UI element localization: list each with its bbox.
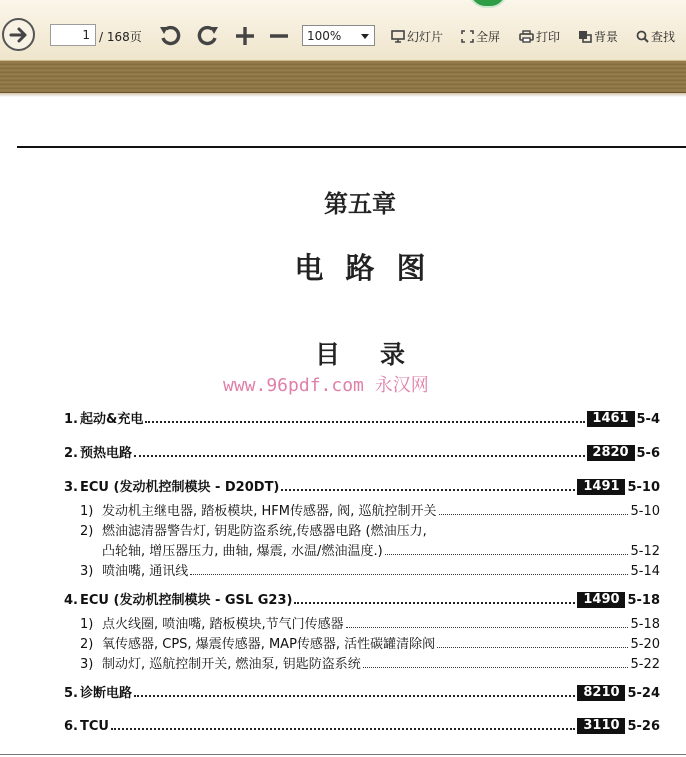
toc-entry — [64, 683, 660, 701]
search-icon — [636, 30, 649, 43]
printer-icon — [519, 30, 534, 43]
toc-page-number: 5-22 — [630, 657, 660, 672]
toc-entry-label: ECU (发动机控制模块 - GSL G23) — [80, 593, 293, 608]
toc-page-number: 5-12 — [630, 544, 660, 559]
toc-entry-number: 5. — [64, 686, 78, 701]
print-button[interactable] — [519, 28, 560, 45]
dot-leader — [363, 666, 629, 668]
circuit-code-badge: 1490 — [577, 592, 625, 608]
dot-leader — [134, 454, 584, 457]
toc-entry-label: 点火线圈, 喷油嘴, 踏板模块,节气门传感器 — [102, 617, 344, 632]
fullscreen-label: 全屏 — [476, 30, 501, 44]
fullscreen-button[interactable] — [461, 28, 500, 45]
toc-page-number: 5-24 — [627, 686, 660, 701]
toc-page-number: 5-20 — [630, 637, 660, 652]
slideshow-label: 幻灯片 — [407, 30, 444, 44]
toc-entry-label: 发动机主继电器, 踏板模块, HFM传感器, 阀, 巡航控制开关 — [102, 504, 437, 519]
circuit-code-badge: 1461 — [587, 411, 635, 427]
toc-entry-label: 预热电路 — [80, 446, 133, 461]
print-label: 打印 — [536, 30, 561, 44]
toc-entry-number: 3) — [80, 657, 94, 672]
search-button[interactable] — [636, 28, 675, 45]
toc-page-number: 5-14 — [630, 564, 660, 579]
zoom-out-icon[interactable] — [267, 24, 291, 48]
watermark-text: www.96pdf.com 永汉网 — [223, 375, 429, 396]
toc-subentry — [64, 614, 660, 632]
toc-heading: 目录 — [314, 340, 445, 369]
dot-leader — [439, 513, 629, 515]
dot-leader — [134, 694, 575, 697]
toc-entry-number: 2. — [64, 446, 78, 461]
toc-entry-number: 1) — [80, 504, 94, 519]
background-label: 背景 — [594, 30, 619, 44]
toc-entry — [64, 443, 660, 461]
toc-entry-number: 3) — [80, 564, 94, 579]
toc-subentry — [64, 521, 660, 539]
dot-leader — [111, 727, 575, 730]
toc-page-number: 5-6 — [636, 446, 660, 461]
toc-entry-label: 凸轮轴, 增压器压力, 曲轴, 爆震, 水温/燃油温度.) — [102, 544, 383, 559]
toc-page-number: 5-18 — [627, 593, 660, 608]
fullscreen-icon — [461, 30, 474, 43]
toc-page-number: 5-10 — [627, 480, 660, 495]
toc-subentry — [64, 654, 660, 672]
rotate-right-icon[interactable] — [194, 24, 220, 48]
circuit-code-badge: 2820 — [587, 445, 635, 461]
dot-leader — [281, 488, 575, 491]
toc-entry-number: 1) — [80, 617, 94, 632]
toc-entry — [64, 477, 660, 495]
toc-page-number: 5-18 — [630, 617, 660, 632]
toc-subentry — [64, 561, 660, 579]
circuit-code-badge: 8210 — [577, 685, 625, 701]
toc-entry-number: 3. — [64, 480, 78, 495]
projector-icon — [391, 30, 405, 43]
zoom-select[interactable] — [302, 25, 375, 46]
arrow-right-icon — [8, 24, 30, 46]
top-rule — [17, 146, 686, 148]
viewer-toolbar — [0, 0, 686, 61]
toc-subentry — [64, 501, 660, 519]
dot-leader — [437, 646, 628, 648]
dot-leader — [385, 553, 629, 555]
toc-entry-label: 制动灯, 巡航控制开关, 燃油泵, 钥匙防盗系统 — [102, 657, 361, 672]
slideshow-button[interactable] — [391, 28, 443, 45]
toc-entry-label: 氧传感器, CPS, 爆震传感器, MAP传感器, 活性碳罐清除阀 — [102, 637, 436, 652]
toc-page-number: 5-10 — [630, 504, 660, 519]
background-button[interactable] — [578, 28, 618, 45]
chevron-down-icon — [361, 34, 369, 39]
toc-entry-number: 4. — [64, 593, 78, 608]
toc-entry-number: 2) — [80, 524, 94, 539]
toc-entry-number: 1. — [64, 412, 78, 427]
zoom-in-icon[interactable] — [233, 24, 257, 48]
toc-subentry — [64, 634, 660, 652]
toc-entry-label: 喷油嘴, 通讯线 — [102, 564, 189, 579]
toc-entry — [64, 716, 660, 734]
toc-entry-label: 燃油滤清器警告灯, 钥匙防盗系统,传感器电路 (燃油压力, — [102, 524, 427, 539]
toc-entry-number: 6. — [64, 719, 78, 734]
dot-leader — [190, 573, 628, 575]
toc-entry-label: 起动&充电 — [80, 412, 144, 427]
toc-entry — [64, 409, 660, 427]
next-page-button[interactable] — [2, 18, 35, 51]
page-total-label: / 168页 — [99, 30, 142, 44]
app-logo-icon — [468, 0, 508, 8]
rotate-left-icon[interactable] — [158, 24, 184, 48]
toc-page-number: 5-26 — [627, 719, 660, 734]
toc-page-number: 5-4 — [636, 412, 660, 427]
toc-entry-label: ECU (发动机控制模块 - D20DT) — [80, 480, 280, 495]
page-number-input[interactable]: 1 — [50, 24, 96, 46]
dot-leader — [346, 626, 629, 628]
toc-entry — [64, 590, 660, 608]
decorative-header-bar — [0, 61, 686, 94]
dot-leader — [294, 601, 575, 604]
search-label: 查找 — [651, 30, 676, 44]
toc-subentry — [64, 541, 660, 559]
toc-entry-label: 诊断电路 — [80, 686, 133, 701]
zoom-value: 100% — [307, 29, 342, 43]
page-title: 电路图 — [294, 251, 448, 285]
dot-leader — [145, 420, 584, 423]
toc-entry-number: 2) — [80, 637, 94, 652]
background-icon — [578, 30, 592, 43]
toc-entry-label: TCU — [80, 719, 109, 734]
circuit-code-badge: 3110 — [577, 718, 625, 734]
chapter-heading: 第五章 — [324, 190, 396, 218]
circuit-code-badge: 1491 — [577, 479, 625, 495]
